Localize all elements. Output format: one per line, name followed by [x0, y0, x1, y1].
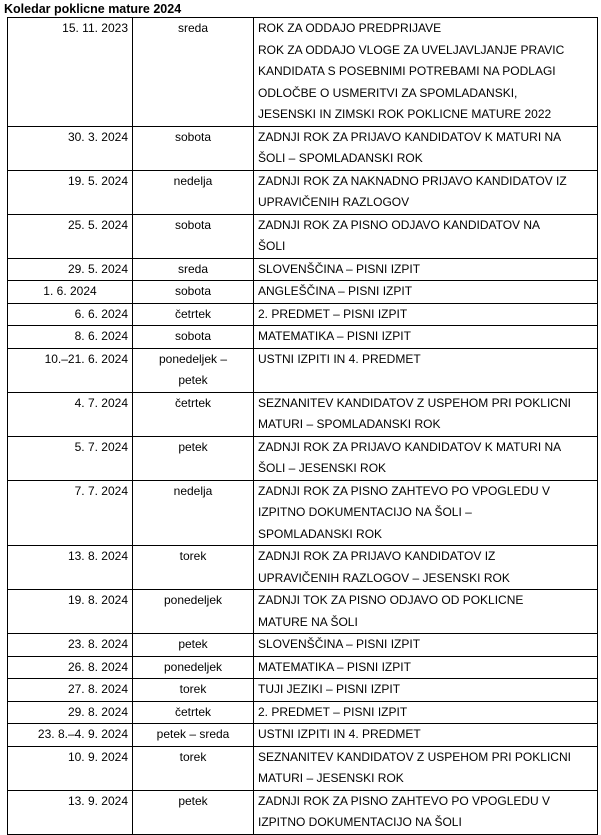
table-row	[8, 634, 598, 657]
day-cell: nedelja	[133, 170, 254, 214]
date-cell: 7. 7. 2024	[8, 480, 133, 546]
description-cell: ZADNJI TOK ZA PISNO ODJAVO OD POKLICNE MATURE NA ŠOLI	[254, 590, 598, 634]
day-cell: torek	[133, 679, 254, 702]
day-cell: nedelja	[133, 480, 254, 546]
description-cell: ZADNJI ROK ZA PISNO ZAHTEVO PO VPOGLEDU V IZPITNO DOKUMENTACIJO NA ŠOLI – SPOMLADANSKI ROK	[254, 480, 598, 546]
table-row	[8, 18, 598, 127]
table-row	[8, 392, 598, 436]
table-row	[8, 170, 598, 214]
description-cell: TUJI JEZIKI – PISNI IZPIT	[254, 679, 598, 702]
table-row	[8, 656, 598, 679]
table-row	[8, 724, 598, 747]
date-cell: 4. 7. 2024	[8, 392, 133, 436]
description-cell: SLOVENŠČINA – PISNI IZPIT	[254, 634, 598, 657]
description-cell: ROK ZA ODDAJO PREDPRIJAVE ROK ZA ODDAJO VLOGE ZA UVELJAVLJANJE PRAVIC KANDIDATA S POSEBNIMI POTREBAMI NA PODLAGI ODLOČBE O USMERITVI ZA SPOMLADANSKI, JESENSKI IN ZIMSKI ROK POKLICNE MATURE 2022	[254, 18, 598, 127]
description-cell: ZADNJI ROK ZA PISNO ODJAVO KANDIDATOV NA ŠOLI	[254, 214, 598, 258]
table-row	[8, 746, 598, 790]
table-row	[8, 326, 598, 349]
description-cell: ZADNJI ROK ZA NAKNADNO PRIJAVO KANDIDATOV IZ UPRAVIČENIH RAZLOGOV	[254, 170, 598, 214]
description-cell: USTNI IZPITI IN 4. PREDMET	[254, 724, 598, 747]
document-title: Koledar poklicne mature 2024	[4, 2, 182, 16]
date-cell: 6. 6. 2024	[8, 303, 133, 326]
day-cell: sreda	[133, 18, 254, 127]
description-cell: MATEMATIKA – PISNI IZPIT	[254, 656, 598, 679]
day-cell: petek	[133, 790, 254, 834]
day-cell: sobota	[133, 214, 254, 258]
table-row	[8, 790, 598, 834]
date-cell: 29. 8. 2024	[8, 701, 133, 724]
description-cell: 2. PREDMET – PISNI IZPIT	[254, 701, 598, 724]
description-cell: USTNI IZPITI IN 4. PREDMET	[254, 348, 598, 392]
day-cell: sobota	[133, 126, 254, 170]
date-cell: 19. 5. 2024	[8, 170, 133, 214]
description-cell: SEZNANITEV KANDIDATOV Z USPEHOM PRI POKLICNI MATURI – SPOMLADANSKI ROK	[254, 392, 598, 436]
description-cell: ZADNJI ROK ZA PRIJAVO KANDIDATOV K MATURI NA ŠOLI – SPOMLADANSKI ROK	[254, 126, 598, 170]
calendar-table-body	[8, 18, 598, 835]
day-cell: petek	[133, 436, 254, 480]
date-cell: 10. 9. 2024	[8, 746, 133, 790]
table-row	[8, 258, 598, 281]
table-row	[8, 590, 598, 634]
table-row	[8, 546, 598, 590]
table-row	[8, 701, 598, 724]
table-row	[8, 679, 598, 702]
date-cell: 26. 8. 2024	[8, 656, 133, 679]
table-row	[8, 281, 598, 304]
date-cell: 5. 7. 2024	[8, 436, 133, 480]
description-cell: ZADNJI ROK ZA PISNO ZAHTEVO PO VPOGLEDU V IZPITNO DOKUMENTACIJO NA ŠOLI	[254, 790, 598, 834]
table-row	[8, 126, 598, 170]
description-cell: ANGLEŠČINA – PISNI IZPIT	[254, 281, 598, 304]
date-cell: 27. 8. 2024	[8, 679, 133, 702]
day-cell: sobota	[133, 281, 254, 304]
description-cell: 2. PREDMET – PISNI IZPIT	[254, 303, 598, 326]
date-cell: 13. 9. 2024	[8, 790, 133, 834]
table-row	[8, 348, 598, 392]
date-cell: 8. 6. 2024	[8, 326, 133, 349]
table-row	[8, 214, 598, 258]
date-cell: 23. 8.–4. 9. 2024	[8, 724, 133, 747]
day-cell: torek	[133, 746, 254, 790]
day-cell: ponedeljek – petek	[133, 348, 254, 392]
day-cell: ponedeljek	[133, 590, 254, 634]
description-cell: MATEMATIKA – PISNI IZPIT	[254, 326, 598, 349]
description-cell: ZADNJI ROK ZA PRIJAVO KANDIDATOV IZ UPRAVIČENIH RAZLOGOV – JESENSKI ROK	[254, 546, 598, 590]
date-cell: 13. 8. 2024	[8, 546, 133, 590]
date-cell: 23. 8. 2024	[8, 634, 133, 657]
day-cell: petek – sreda	[133, 724, 254, 747]
date-cell: 30. 3. 2024	[8, 126, 133, 170]
date-cell: 25. 5. 2024	[8, 214, 133, 258]
day-cell: torek	[133, 546, 254, 590]
calendar-table	[7, 17, 598, 835]
day-cell: četrtek	[133, 303, 254, 326]
table-row	[8, 436, 598, 480]
day-cell: sobota	[133, 326, 254, 349]
date-cell: 29. 5. 2024	[8, 258, 133, 281]
date-cell: 1. 6. 2024	[8, 281, 133, 304]
table-row	[8, 303, 598, 326]
description-cell: ZADNJI ROK ZA PRIJAVO KANDIDATOV K MATURI NA ŠOLI – JESENSKI ROK	[254, 436, 598, 480]
day-cell: ponedeljek	[133, 656, 254, 679]
date-cell: 19. 8. 2024	[8, 590, 133, 634]
date-cell: 10.–21. 6. 2024	[8, 348, 133, 392]
table-row	[8, 480, 598, 546]
day-cell: četrtek	[133, 701, 254, 724]
day-cell: petek	[133, 634, 254, 657]
description-cell: SLOVENŠČINA – PISNI IZPIT	[254, 258, 598, 281]
description-cell: SEZNANITEV KANDIDATOV Z USPEHOM PRI POKLICNI MATURI – JESENSKI ROK	[254, 746, 598, 790]
day-cell: četrtek	[133, 392, 254, 436]
day-cell: sreda	[133, 258, 254, 281]
date-cell: 15. 11. 2023	[8, 18, 133, 127]
